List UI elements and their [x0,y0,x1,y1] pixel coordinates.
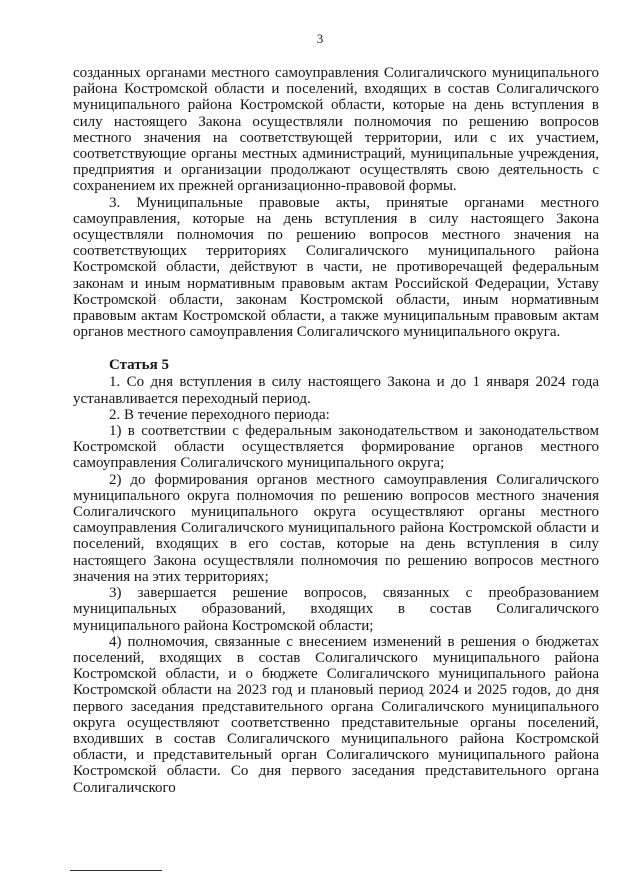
article-5-subitem-2: 2) до формирования органов местного самоуправления Солигаличского муниципального округа полномочия по решению вопросов местного значения Солигаличского муниципального округа осуществляют органы местного самоуправления Солигаличского муниципального района Костромской области и поселений, входящих в его состав, которые на день вступления в силу настоящего Закона осуществляли полномочия по решению вопросов местного значения на этих территориях; [73,471,599,585]
article-5-item-2: 2. В течение переходного периода: [109,406,330,423]
article-5-subitem-4: 4) полномочия, связанные с внесением изменений в решения о бюджетах поселений, входящих в состав Солигаличского муниципального района Костромской области, и о бюджете Солигаличского муниципального района Костромской области на 2023 год и плановый период 2024 и 2025 годов, до дня первого заседания представительного органа Солигаличского муниципального округа осуществляют соответственно представительные органы поселений, входивших в состав Солигаличского муниципального района Костромской области, и представительный орган Солигаличского муниципального района Костромской области. Со дня первого заседания представительного органа Солигаличского [73,633,599,796]
article-5-item-1: 1. Со дня вступления в силу настоящего Закона и до 1 января 2024 года устанавливается переходный период. [73,374,599,407]
paragraph-item-3: 3. Муниципальные правовые акты, принятые органами местного самоуправления, которые на день вступления в силу настоящего Закона осуществляли полномочия по решению вопросов местного значения на соответствующих территориях Солигаличского муниципального района Костромской области, действуют в части, не противоречащей федеральным законам и иным нормативным правовым актам Российской Федерации, Уставу Костромской области, законам Костромской области, иным нормативным правовым актам Костромской области, а также муниципальным правовым актам органов местного самоуправления Солигаличского муниципального округа. [73,194,599,341]
paragraph-continuation: созданных органами местного самоуправления Солигаличского муниципального района Костромской области и поселений, входящих в состав Солигаличского муниципального района Костромской области, которые на день вступления в силу настоящего Закона осуществляли полномочия по решению вопросов местного значения на соответствующей территории, или с их участием, соответствующие органы местных администраций, муниципальные учреждения, предприятия и организации продолжают осуществлять свою деятельность с сохранением их прежней организационно-правовой формы. [73,65,599,195]
article-5-heading: Статья 5 [109,357,169,374]
footnote-divider [70,870,162,871]
document-body [73,65,599,796]
page-number: 3 [316,31,324,46]
article-5-subitem-3: 3) завершается решение вопросов, связанных с преобразованием муниципальных образований, входящих в состав Солигаличского муниципального района Костромской области; [73,585,599,634]
article-5-subitem-1: 1) в соответствии с федеральным законодательством и законодательством Костромской области осуществляется формирование органов местного самоуправления Солигаличского муниципального округа; [73,423,599,472]
